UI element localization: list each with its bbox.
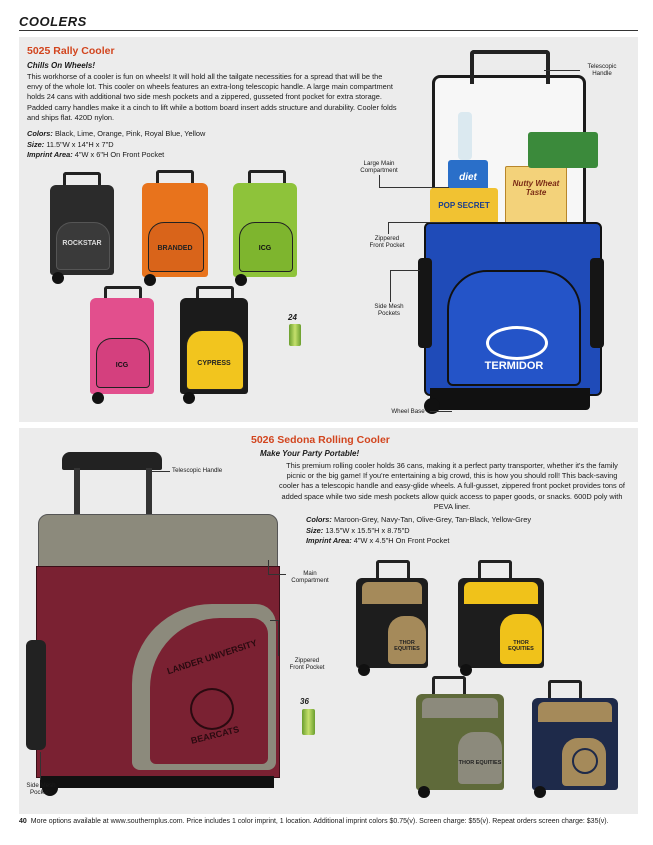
callout-line <box>268 574 286 575</box>
product-subtitle: Make Your Party Portable! <box>260 449 360 458</box>
side-mesh-left <box>418 258 432 348</box>
front-pocket <box>500 614 542 664</box>
front-pocket <box>458 732 502 784</box>
callout-line <box>270 620 279 621</box>
size-label: Size: <box>27 139 45 149</box>
handle-pole <box>74 468 80 516</box>
logo: THOR EQUITIES <box>458 760 502 766</box>
callout-main-compartment: Main Compartment <box>291 570 329 585</box>
callout-main-compartment: Large Main Compartment <box>360 160 398 175</box>
logo: THOR EQUITIES <box>394 640 420 652</box>
can-count: 36 <box>300 697 309 706</box>
wheel <box>92 392 104 404</box>
product-title: 5025 Rally Cooler <box>27 45 115 57</box>
wheel <box>534 786 546 798</box>
colors-label: Colors: <box>27 129 53 138</box>
popcorn-box: POP SECRET <box>430 188 498 224</box>
colors-label: Colors: <box>306 515 332 524</box>
callout-line <box>150 471 170 472</box>
logo-bottom: BEARCATS <box>189 724 241 746</box>
product-subtitle: Chills On Wheels! <box>27 61 96 70</box>
logo: THOR EQUITIES <box>508 640 534 652</box>
callout-line <box>430 411 452 412</box>
imprint-value: 4"W x 6"H On Front Pocket <box>74 150 165 159</box>
callout-line <box>278 620 279 656</box>
footer <box>19 818 609 825</box>
imprint-label: Imprint Area: <box>306 536 352 545</box>
termidor-logo-mark <box>486 326 548 360</box>
diet-drink-box: diet <box>448 160 488 196</box>
callout-front-pocket: Zippered Front Pocket <box>289 657 325 672</box>
snack-bag <box>528 132 598 168</box>
logo: TERMIDOR <box>484 360 544 372</box>
callout-front-pocket: Zippered Front Pocket <box>369 235 405 250</box>
wheel <box>358 664 370 676</box>
logo: ROCKSTAR <box>62 240 102 247</box>
lid <box>538 702 612 722</box>
imprint-label: Imprint Area: <box>27 150 73 159</box>
callout-side-mesh: Side Mesh Pockets <box>374 303 404 318</box>
callout-line <box>388 222 450 223</box>
callout-wheel-base: Wheel Base <box>391 408 425 415</box>
can-count: 24 <box>288 313 297 322</box>
logo: ICG <box>115 362 129 369</box>
header-divider <box>19 30 638 31</box>
wheel <box>418 786 430 798</box>
callout-line <box>268 560 269 574</box>
lid <box>38 514 278 570</box>
wheel-base <box>430 388 590 410</box>
callout-line <box>388 222 389 234</box>
logo: BRANDED <box>157 245 193 252</box>
handle-pole <box>146 468 152 516</box>
imprint-value: 4"W x 4.5"H On Front Pocket <box>353 536 450 545</box>
logo: ICG <box>258 245 272 252</box>
lid <box>422 698 498 718</box>
colors-value: Maroon-Grey, Navy-Tan, Olive-Grey, Tan-Black, Yellow-Grey <box>333 515 532 524</box>
callout-telescopic-handle: Telescopic Handle <box>587 63 617 78</box>
section-title: COOLERS <box>19 14 87 29</box>
lid <box>362 582 422 604</box>
bearcat-mascot <box>190 688 234 730</box>
wheel <box>183 392 195 404</box>
callout-line <box>544 70 580 71</box>
logo: CYPRESS <box>197 360 231 367</box>
logo-top: LANDER UNIVERSITY <box>165 637 259 677</box>
side-mesh-right <box>590 258 604 348</box>
product-title: 5026 Sedona Rolling Cooler <box>251 434 390 446</box>
wheel <box>52 272 64 284</box>
product-specs <box>306 515 636 547</box>
side-mesh-pocket <box>26 640 46 750</box>
product-description: This premium rolling cooler holds 36 cans, making it a perfect party transporter, whether it's the family picnic or the big game! If you're entertaining a big crowd, this is how you should roll! This back-saving cooler has a telescopic handle and easy-glide wheels. A full-gusset, zippered front pocket provides tons of added space while two side mesh pockets allow quick access to paper goods, or snacks. 600D poly with PEVA liner. <box>279 461 625 511</box>
size-value: 13.5"W x 15.5"H x 8.75"D <box>325 525 410 535</box>
can-icon <box>302 709 315 735</box>
callout-line <box>379 187 449 188</box>
wheel-base <box>40 776 274 788</box>
mascot-mark <box>572 748 598 774</box>
lid <box>464 582 538 604</box>
crackers-box: Nutty Wheat Taste <box>505 166 567 228</box>
wheel <box>460 664 472 676</box>
product-specs <box>27 129 399 161</box>
callout-side-mesh: Side Mesh Pockets <box>26 782 56 797</box>
water-bottle <box>458 112 472 160</box>
size-label: Size: <box>306 525 324 535</box>
callout-line <box>379 175 380 187</box>
footer-text: More options available at www.southernplus.com. Price includes 1 color imprint, 1 location. Additional imprint colors $0.75(v). Screen charge: $55(v). Repeat orders screen charge: $35(v). <box>30 818 609 825</box>
callout-telescopic-handle: Telescopic Handle <box>172 467 223 474</box>
wheel <box>235 274 247 286</box>
callout-line <box>390 270 420 271</box>
colors-value: Black, Lime, Orange, Pink, Royal Blue, Yellow <box>54 129 206 138</box>
wheel <box>144 274 156 286</box>
callout-line <box>390 270 391 302</box>
page-number: 40 <box>19 818 27 825</box>
telescopic-handle <box>470 50 550 84</box>
product-description: This workhorse of a cooler is fun on wheels! It will hold all the tailgate necessities for a spread that will be the envy of the whole lot. This cooler on wheels features an extra-long telescopic handle. A large main compartment holds 24 cans with additional two side mesh pockets and a zippered, gusseted front pocket for extra storage. Padded carry handles make it a cinch to lift while a bottom board insert adds structure and durability. Cooler folds and ships flat. 420D nylon. <box>27 72 397 122</box>
size-value: 11.5"W x 14"H x 7"D <box>46 139 114 149</box>
can-icon <box>289 324 301 346</box>
callout-line <box>40 752 41 780</box>
